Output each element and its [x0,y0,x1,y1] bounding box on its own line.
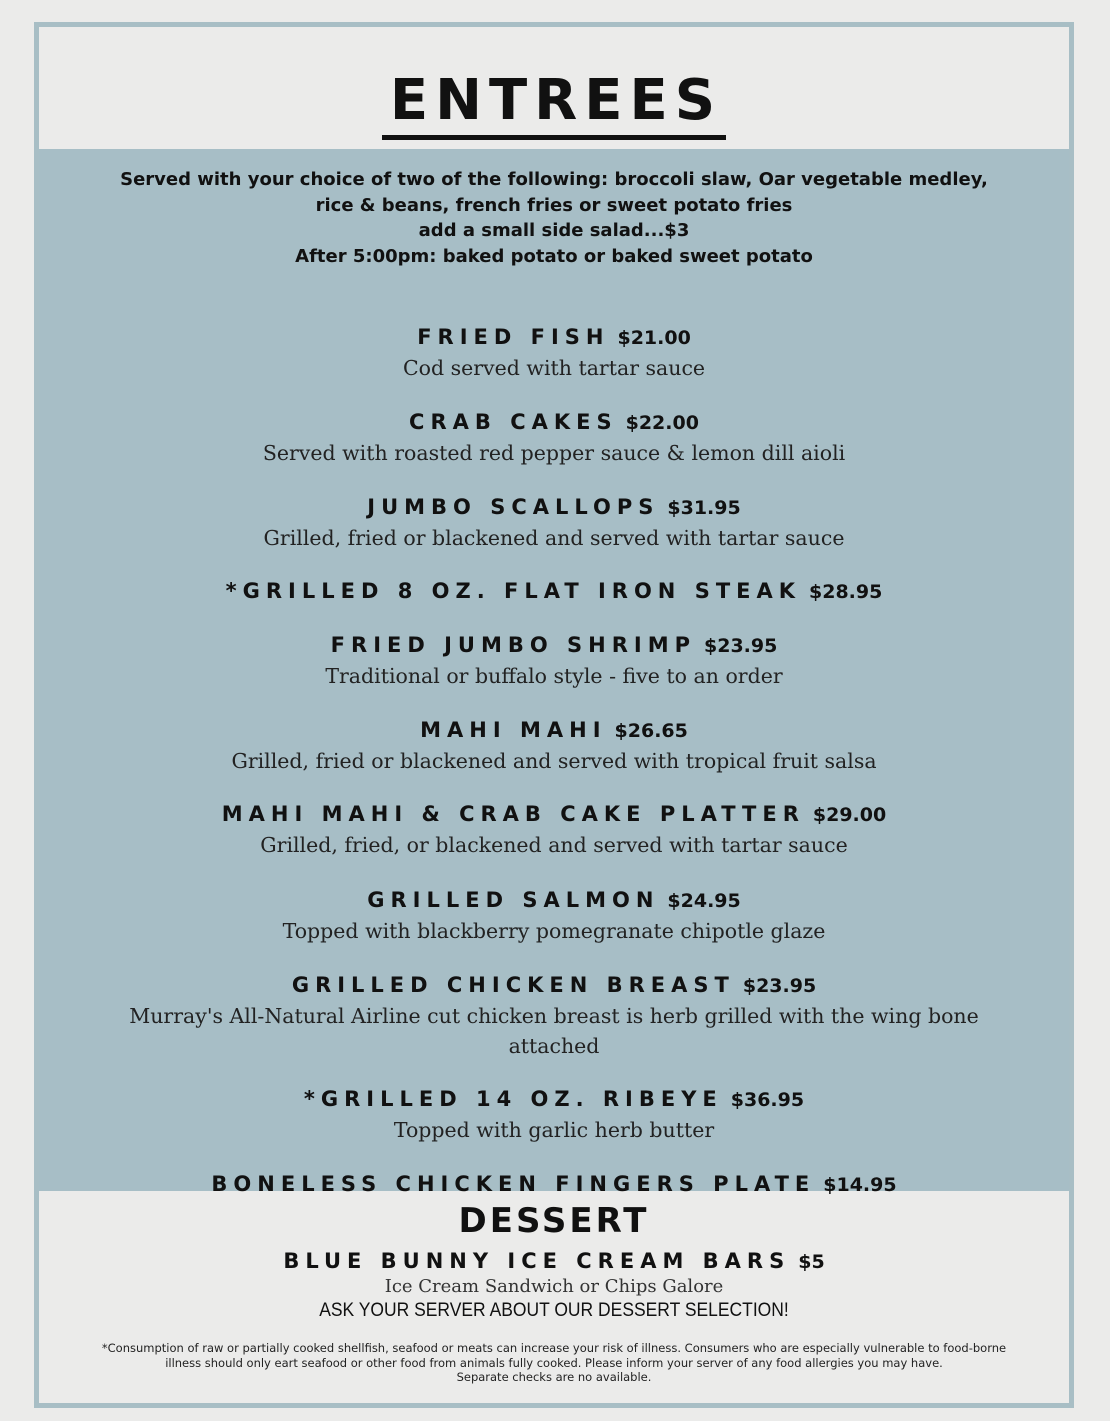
item-name: MAHI MAHI [420,718,607,742]
dessert-section [39,1191,1069,1403]
item-name: FRIED FISH [417,325,610,349]
disclaimer-line: illness should only eart seafood or other food from animals fully cooked. Please inform your server of any food allergies you may have. [165,1355,943,1370]
dessert-note: ASK YOUR SERVER ABOUT OUR DESSERT SELECTION! [319,1300,789,1321]
item-description: Cod served with tartar sauce [402,356,706,380]
menu-item-ribeye [39,1085,1069,1145]
intro-line: After 5:00pm: baked potato or baked sweet potato [295,245,813,267]
item-name: CRAB CAKES [409,410,618,434]
item-description: Topped with blackberry pomegranate chipotle glaze [282,919,826,943]
item-description: Grilled, fried or blackened and served with tartar sauce [263,526,845,550]
intro-line: Served with your choice of two of the following: broccoli slaw, Oar vegetable medley, [120,169,988,190]
item-price: $36.95 [730,1089,805,1111]
entrees-panel [39,149,1069,1196]
item-description: Traditional or buffalo style - five to an order [325,664,783,688]
disclaimer-line: Separate checks are no available. [456,1370,652,1384]
item-price: $24.95 [667,890,741,912]
item-price: $26.65 [614,720,688,742]
dessert-title: DESSERT [458,1201,650,1241]
menu-item-fried-jumbo-shrimp [39,631,1069,691]
item-price: $23.95 [742,975,817,997]
menu-item-mahi-crab-platter [39,800,1069,860]
item-name: *GRILLED 8 OZ. FLAT IRON STEAK [225,579,802,603]
menu-item-grilled-chicken-breast [39,971,1069,1061]
intro-line: add a small side salad...$3 [418,220,690,241]
item-name: GRILLED SALMON [367,888,660,912]
menu-item-grilled-salmon [39,886,1069,946]
item-description: Grilled, fried or blackened and served with tropical fruit salsa [231,749,877,773]
item-price: $5 [798,1251,825,1273]
item-description: Murray's All-Natural Airline cut chicken breast is herb grilled with the wing bone attached [129,1004,979,1058]
item-price: $29.00 [812,804,887,826]
item-name: BLUE BUNNY ICE CREAM BARS [283,1249,791,1273]
page-title: ENTREES [39,71,1069,131]
menu-item-fried-fish [39,323,1069,383]
item-description: Ice Cream Sandwich or Chips Galore [384,1276,724,1297]
menu-frame [34,22,1074,1408]
menu-item-jumbo-scallops [39,493,1069,553]
title-band [39,27,1069,149]
menu-item-flat-iron-steak [39,577,1069,606]
item-name: MAHI MAHI & CRAB CAKE PLATTER [221,802,805,826]
food-safety-disclaimer [49,1341,1059,1385]
intro-line: rice & beans, french fries or sweet potato fries [315,194,793,216]
disclaimer-line: *Consumption of raw or partially cooked shellfish, seafood or meats can increase your risk of illness. Consumers who are especially vulnerable to food-borne [101,1341,1007,1355]
menu-item-ice-cream-bars [39,1247,1069,1276]
item-price: $14.95 [823,1174,897,1196]
menu-item-crab-cakes [39,408,1069,468]
sides-intro [39,167,1069,269]
item-price: $28.95 [809,581,883,603]
item-name: BONELESS CHICKEN FINGERS PLATE [211,1172,816,1196]
item-name: FRIED JUMBO SHRIMP [330,633,696,657]
item-price: $22.00 [625,412,699,434]
item-name: JUMBO SCALLOPS [367,495,660,519]
item-price: $31.95 [667,497,741,519]
item-price: $21.00 [617,327,691,349]
item-name: *GRILLED 14 OZ. RIBEYE [303,1087,723,1111]
item-description: Served with roasted red pepper sauce & lemon dill aioli [262,441,846,465]
item-price: $23.95 [704,635,778,657]
item-description: Grilled, fried, or blackened and served with tartar sauce [260,833,848,857]
item-description: Topped with garlic herb butter [393,1118,715,1142]
menu-item-mahi-mahi [39,716,1069,776]
item-name: GRILLED CHICKEN BREAST [291,973,735,997]
